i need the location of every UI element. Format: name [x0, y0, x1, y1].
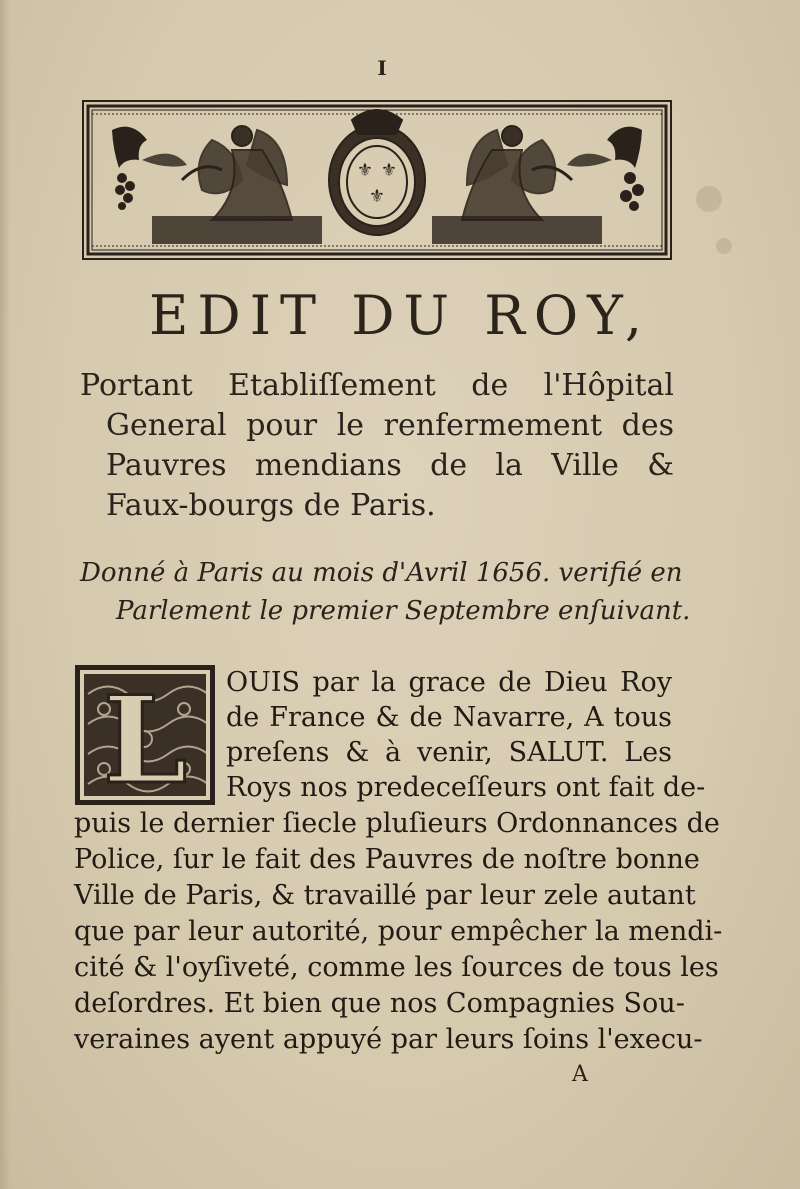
body-line: Roys nos predeceſſeurs ont fait de-: [226, 772, 706, 803]
body-line: Police, ſur le fait des Pauvres de noſtre bonne: [74, 844, 700, 875]
paper-stain: [716, 238, 732, 254]
body-line: Ville de Paris, & travaillé par leur zele autant: [74, 880, 696, 911]
paper-stain: [696, 186, 722, 212]
page-edge-shadow: [0, 0, 10, 1189]
subtitle-line: Portant Etabliſſement de l'Hôpital: [80, 368, 674, 403]
svg-text:⚜: ⚜: [356, 160, 374, 181]
body-line: de France & de Navarre, A tous: [226, 702, 672, 733]
body-line: veraines ayent appuyé par leurs ſoins l'execu-: [74, 1024, 703, 1055]
foliate-initial-frame-icon: [74, 664, 216, 806]
signature-mark: A: [572, 1062, 588, 1087]
page-number: I: [377, 56, 387, 80]
body-line: que par leur autorité, pour empêcher la mendi-: [74, 916, 723, 947]
body-line: puis le dernier ſiecle pluſieurs Ordonnances de: [74, 808, 720, 839]
dateline-line: Parlement le premier Septembre enſuivant.: [116, 596, 691, 626]
svg-text:⚜: ⚜: [380, 160, 398, 181]
page-title: EDIT DU ROY,: [149, 284, 651, 347]
dropcap-letter: L: [102, 670, 188, 806]
subtitle-line: General pour le renfermement des: [106, 408, 674, 443]
dateline-block: [80, 554, 691, 630]
subtitle-line: Pauvres mendians de la Ville &: [106, 448, 674, 483]
body-line: preſens & à venir, SALUT. Les: [226, 737, 672, 768]
subtitle-line: Faux-bourgs de Paris.: [106, 488, 436, 523]
royal-arms-angels-woodcut-icon: [82, 100, 672, 260]
body-line: deſordres. Et bien que nos Compagnies Sou-: [74, 988, 685, 1019]
body-line: cité & l'oyſiveté, comme les ſources de tous les: [74, 952, 719, 983]
dateline-line: Donné à Paris au mois d'Avril 1656. verifié en: [80, 558, 683, 588]
body-line: OUIS par la grace de Dieu Roy: [226, 667, 672, 698]
svg-text:⚜: ⚜: [368, 186, 386, 207]
subtitle-block: [80, 366, 674, 526]
